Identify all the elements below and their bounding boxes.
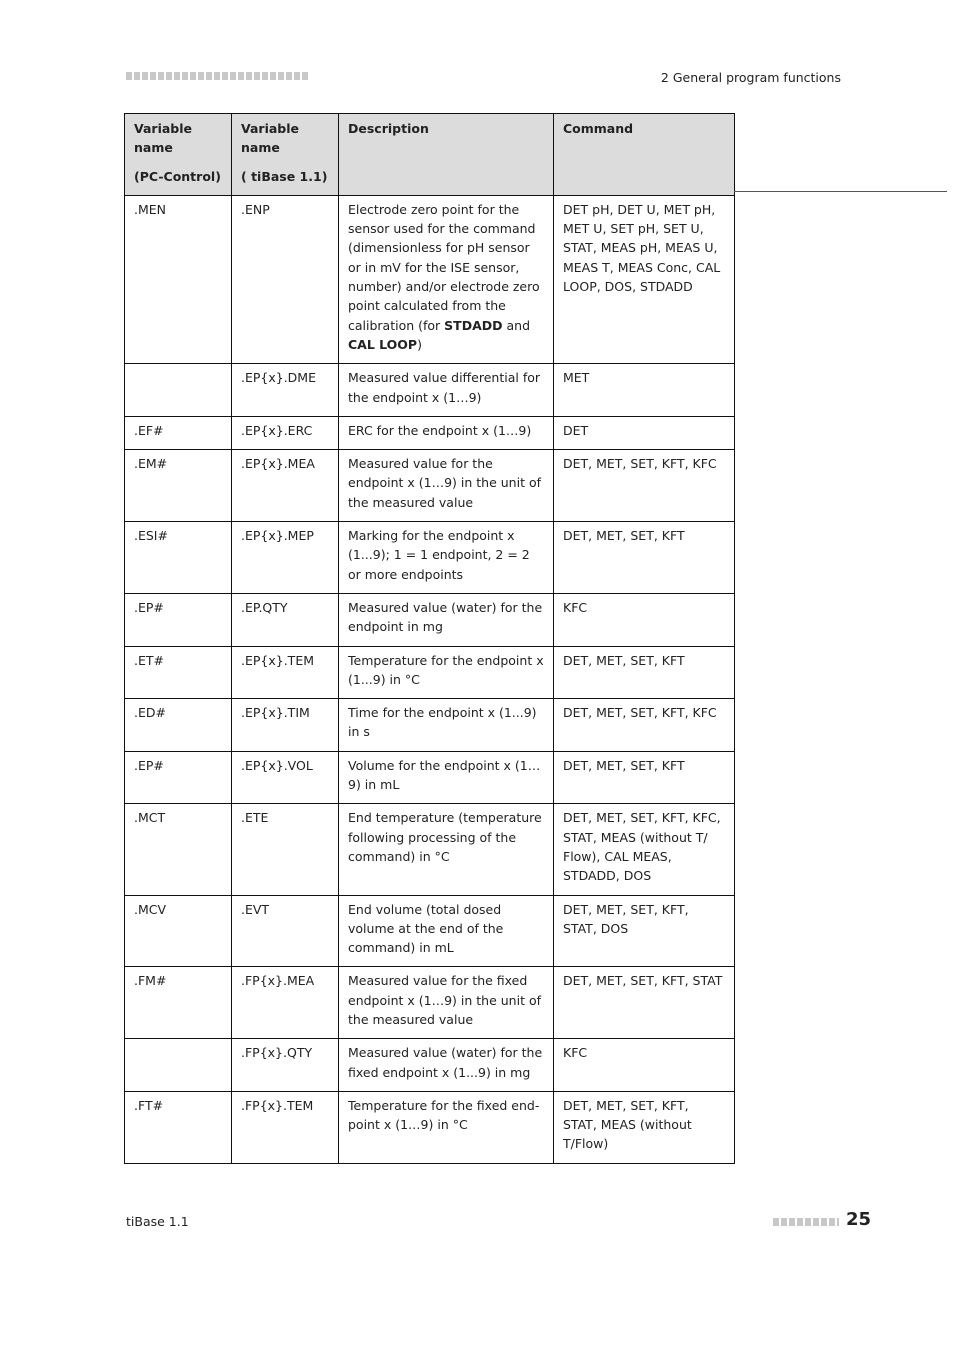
table-row <box>125 804 735 895</box>
cell-tibase-variable: .FP{x}.TEM <box>232 1091 339 1163</box>
cell-tibase-variable: .ETE <box>232 804 339 895</box>
table-row <box>125 646 735 699</box>
cell-command: DET, MET, SET, KFT, KFC, STAT, MEAS (without T/ Flow), CAL MEAS, STDADD, DOS <box>554 804 735 895</box>
cell-description: Measured value for the fixed endpoint x (1…9) in the unit of the measured value <box>339 967 554 1039</box>
cell-pc-variable: .EM# <box>125 450 232 522</box>
cell-pc-variable: .FT# <box>125 1091 232 1163</box>
cell-pc-variable: .MCT <box>125 804 232 895</box>
table-row <box>125 699 735 752</box>
cell-command: DET, MET, SET, KFT, KFC <box>554 699 735 752</box>
cell-command: MET <box>554 364 735 417</box>
cell-description: Measured value for the endpoint x (1…9) in the unit of the measured value <box>339 450 554 522</box>
cell-tibase-variable: .EP{x}.DME <box>232 364 339 417</box>
table-header <box>125 114 735 196</box>
header-pc-control: Variable name (PC-Control) <box>125 114 232 196</box>
cell-description: Volume for the endpoint x (1…9) in mL <box>339 751 554 804</box>
table-row <box>125 416 735 449</box>
table-row <box>125 751 735 804</box>
cell-command: DET, MET, SET, KFT, STAT <box>554 967 735 1039</box>
cell-pc-variable <box>125 364 232 417</box>
cell-tibase-variable: .EP{x}.TIM <box>232 699 339 752</box>
cell-pc-variable: .MEN <box>125 195 232 363</box>
table-row <box>125 593 735 646</box>
cell-command: DET <box>554 416 735 449</box>
cell-tibase-variable: .FP{x}.QTY <box>232 1039 339 1092</box>
cell-command: KFC <box>554 1039 735 1092</box>
table-row <box>125 1039 735 1092</box>
footer-product: tiBase 1.1 <box>126 1214 189 1229</box>
cell-pc-variable: .EP# <box>125 593 232 646</box>
cell-command: DET, MET, SET, KFT, STAT, MEAS (without T/Flow) <box>554 1091 735 1163</box>
cell-command: DET, MET, SET, KFT <box>554 646 735 699</box>
cell-description: Temperature for the endpoint x (1...9) in °C <box>339 646 554 699</box>
table-row <box>125 364 735 417</box>
table-row <box>125 450 735 522</box>
table-row <box>125 1091 735 1163</box>
cell-command: KFC <box>554 593 735 646</box>
cell-tibase-variable: .EP{x}.MEP <box>232 522 339 594</box>
footer-dot-bar <box>773 1218 839 1226</box>
cell-tibase-variable: .EP{x}.MEA <box>232 450 339 522</box>
cell-description: Measured value differential for the endpoint x (1…9) <box>339 364 554 417</box>
cell-description: Measured value (water) for the endpoint in mg <box>339 593 554 646</box>
cell-tibase-variable: .EP{x}.TEM <box>232 646 339 699</box>
header-description: Description <box>339 114 554 196</box>
cell-pc-variable: .ET# <box>125 646 232 699</box>
cell-description: Marking for the endpoint x (1...9); 1 = 1 endpoint, 2 = 2 or more endpoints <box>339 522 554 594</box>
variables-table <box>124 113 735 1164</box>
cell-command: DET pH, DET U, MET pH, MET U, SET pH, SET U, STAT, MEAS pH, MEAS U, MEAS T, MEAS Conc, CAL LOOP, DOS, STDADD <box>554 195 735 363</box>
cell-description: Measured value (water) for the fixed endpoint x (1...9) in mg <box>339 1039 554 1092</box>
cell-command: DET, MET, SET, KFT <box>554 522 735 594</box>
cell-command: DET, MET, SET, KFT <box>554 751 735 804</box>
cell-description: End temperature (temperature following processing of the command) in °C <box>339 804 554 895</box>
page-number: 25 <box>846 1209 872 1230</box>
cell-pc-variable: .FM# <box>125 967 232 1039</box>
cell-description: Time for the endpoint x (1...9) in s <box>339 699 554 752</box>
header-command: Command <box>554 114 735 196</box>
cell-pc-variable: .EF# <box>125 416 232 449</box>
cell-tibase-variable: .EP{x}.ERC <box>232 416 339 449</box>
cell-command: DET, MET, SET, KFT, STAT, DOS <box>554 895 735 967</box>
cell-description: End volume (total dosed volume at the end of the command) in mL <box>339 895 554 967</box>
table-row <box>125 895 735 967</box>
cell-tibase-variable: .EP{x}.VOL <box>232 751 339 804</box>
table-row <box>125 195 735 363</box>
table-row <box>125 522 735 594</box>
header-dot-bar <box>126 72 308 80</box>
side-rule <box>734 191 947 192</box>
chapter-title: 2 General program functions <box>660 70 841 85</box>
cell-tibase-variable: .ENP <box>232 195 339 363</box>
table-row <box>125 967 735 1039</box>
cell-tibase-variable: .EVT <box>232 895 339 967</box>
cell-pc-variable: .ESI# <box>125 522 232 594</box>
cell-pc-variable <box>125 1039 232 1092</box>
cell-description: Temperature for the fixed endpoint x (1…9) in °C <box>339 1091 554 1163</box>
header-tibase: Variable name ( tiBase 1.1) <box>232 114 339 196</box>
cell-description: ERC for the endpoint x (1…9) <box>339 416 554 449</box>
cell-tibase-variable: .FP{x}.MEA <box>232 967 339 1039</box>
cell-pc-variable: .MCV <box>125 895 232 967</box>
cell-description: Electrode zero point for the sensor used for the command (dimensionless for pH sensor or in mV for the ISE sensor, number) and/or electrode zero point calculated from the calibration (for STDADD and CAL LOOP) <box>339 195 554 363</box>
cell-pc-variable: .ED# <box>125 699 232 752</box>
cell-command: DET, MET, SET, KFT, KFC <box>554 450 735 522</box>
cell-pc-variable: .EP# <box>125 751 232 804</box>
cell-tibase-variable: .EP.QTY <box>232 593 339 646</box>
